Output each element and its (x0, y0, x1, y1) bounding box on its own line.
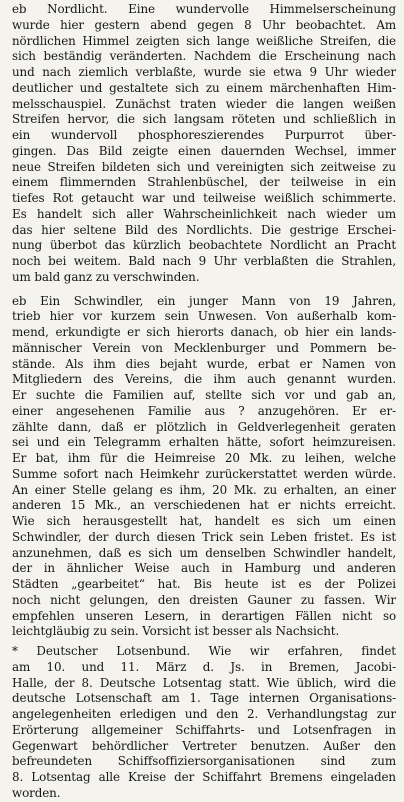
text-line: sich beständig veränderten. Nachdem die Erscheinung nach (12, 49, 396, 64)
text-line: wurde hier gestern abend gegen 8 Uhr beobachtet. Am (12, 17, 396, 32)
text-line: Streifen hervor, die sich langsam röteten und schließlich in (12, 112, 396, 127)
text-line: Mitgliedern des Vereins, die ihm auch genannt wurden. (12, 372, 396, 387)
text-line: deutlicher und gestaltete sich zu einem märchenhaften Him- (12, 80, 396, 95)
text-line: Wie sich herausgestellt hat, handelt es sich um einen (12, 514, 396, 528)
article-lotsenbund (12, 644, 396, 802)
text-line: noch nicht gelungen, den dreisten Gauner zu fassen. Wir (12, 592, 396, 607)
text-line: Schwindler, der durch diesen Trick sein Leben fristet. Es ist (12, 529, 396, 544)
text-line: männischer Verein von Mecklenburger und Pommern be- (12, 340, 396, 355)
text-line: An einer Stelle gelang es ihm, 20 Mk. zu erhalten, an einer (12, 482, 396, 497)
text-line: worden. (12, 785, 61, 800)
text-line: Erörterung allgemeiner Schiffahrts- und Lotsenfragen in (12, 722, 396, 737)
text-line: 8. Lotsentag alle Kreise der Schiffahrt Bremens eingeladen (12, 770, 396, 784)
text-line: melsschauspiel. Zunächst traten wieder die langen weißen (12, 96, 396, 111)
text-line: nung überbot das kürzlich beobachtete Nordlicht an Pracht (12, 238, 396, 253)
text-line: mend, erkundigte er sich hierorts danach, ob hier ein lands- (12, 325, 396, 339)
text-line: das hier seltene Bild des Nordlichts. Die gestrige Erschei- (12, 222, 396, 237)
text-line: befreundeten Schiffsoffiziersorganisationen sind zum (12, 754, 396, 769)
text-line: Summe sofort nach Heimkehr zurückerstattet werden würde. (12, 466, 396, 481)
text-line: stände. Als ihm dies bejaht wurde, erbat er Namen von (12, 356, 396, 371)
text-line: um bald ganz zu verschwinden. (12, 269, 200, 284)
text-line: * Deutscher Lotsenbund. Wie wir erfahren, findet (12, 644, 396, 658)
text-line: nördlichen Himmel zeigten sich lange weißliche Streifen, die (12, 33, 396, 48)
article-schwindler (12, 294, 396, 641)
text-line: gingen. Das Bild zeigte einen dauernden Wechsel, immer (12, 143, 396, 158)
text-line: sei und ein Telegramm erhalten hätte, sofort heimzureisen. (12, 435, 396, 450)
text-line: ein wundervoll phosphoreszierendes Purpurrot über- (12, 128, 396, 142)
text-line: eb Nordlicht. Eine wundervolle Himmelserscheinung (12, 2, 396, 16)
text-line: Es handelt sich aller Wahrscheinlichkeit nach wieder um (12, 206, 396, 221)
text-line: Städten „gearbeitet“ hat. Bis heute ist es der Polizei (12, 577, 396, 591)
text-line: eb Ein Schwindler, ein junger Mann von 19 Jahren, (12, 293, 396, 308)
text-line: einer angesehenen Familie aus ? anzugehören. Er er- (12, 403, 396, 418)
text-line: anzunehmen, daß es sich um denselben Schwindler handelt, (12, 545, 396, 560)
text-line: Er suchte die Familien auf, stellte sich vor und gab an, (12, 388, 396, 402)
text-line: empfehlen unseren Lesern, in derartigen Fällen nicht so (12, 608, 396, 623)
text-line: leichtgläubig zu sein. Vorsicht ist besser als Nachsicht. (12, 624, 340, 639)
text-line: neue Streifen bildeten sich und vereinigten sich zeitweise zu (12, 159, 396, 174)
text-line: Er bat, ihm für die Heimreise 20 Mk. zu leihen, welche (12, 451, 396, 465)
text-line: deutsche Lotsenschaft am 1. Tage internen Organisations- (12, 691, 396, 706)
text-line: anderen 15 Mk., an verschiedenen hat er nichts erreicht. (12, 498, 396, 513)
paragraph-gap (12, 286, 396, 294)
text-line: Halle, der 8. Deutsche Lotsentag statt. Wie üblich, wird die (12, 675, 396, 690)
text-line: tiefes Rot getaucht war und teilweise weißlich schimmerte. (12, 191, 396, 205)
text-line: angelegenheiten erledigen und den 2. Verhandlungstag zur (12, 707, 396, 721)
text-line: und nach ziemlich verblaßte, wurde sie etwa 9 Uhr wieder (12, 65, 396, 79)
text-line: der in ähnlicher Weise auch in Hamburg und anderen (12, 561, 396, 576)
text-line: trieb hier vor kurzem sein Unwesen. Von außerhalb kom- (12, 309, 396, 324)
text-line: am 10. und 11. März d. Js. in Bremen, Jacobi- (12, 659, 396, 674)
text-line: einem flimmernden Strahlenbüschel, der teilweise in ein (12, 175, 396, 190)
article-nordlicht (12, 2, 396, 286)
text-line: noch bei weitem. Bald nach 9 Uhr verblaßten die Strahlen, (12, 254, 396, 268)
text-line: Gegenwart behördlicher Vertreter benutzen. Außer den (12, 738, 396, 753)
text-line: zählte dann, daß er plötzlich in Geldverlegenheit geraten (12, 419, 396, 434)
